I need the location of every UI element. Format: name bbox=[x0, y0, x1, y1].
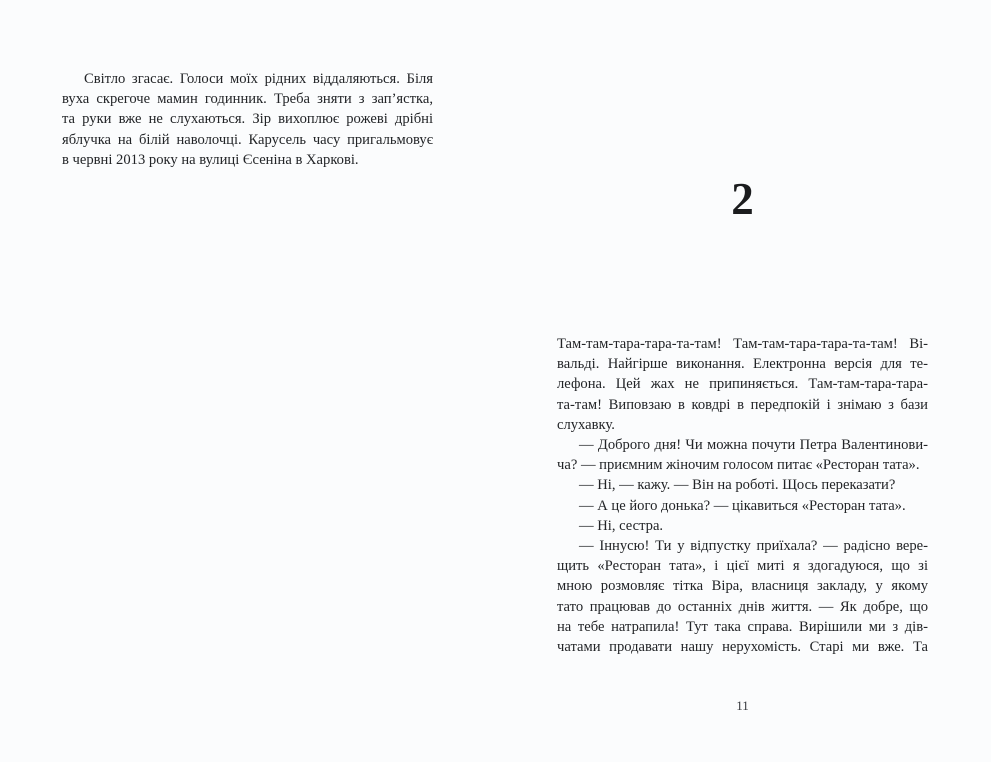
text-line: — Іннусю! Ти у відпустку приїхала? — радісно вере- bbox=[579, 538, 928, 555]
text-line: — А це його донька? — цікавиться «Ресторан тата». bbox=[579, 497, 906, 514]
text-line: та руки вже не слухаються. Зір вихоплює рожеві дрібні bbox=[62, 111, 433, 128]
text-line: Там-там-тара-тара-та-там! Там-там-тара-тара-та-там! Ві- bbox=[557, 336, 928, 352]
text-line: — Ні, сестра. bbox=[579, 517, 664, 534]
right-page-text bbox=[557, 334, 928, 657]
text-line: вуха скрегоче мамин годинник. Треба зняти з зап’ястка, bbox=[62, 91, 433, 108]
left-page bbox=[0, 0, 495, 762]
text-line: Світло згасає. Голоси моїх рідних віддаляються. Біля bbox=[84, 71, 433, 87]
text-line: слухавку. bbox=[557, 416, 615, 433]
text-line: чатами продавати нашу нерухомість. Старі ми вже. Та bbox=[557, 639, 928, 656]
text-line: в червні 2013 року на вулиці Єсеніна в Харкові. bbox=[62, 151, 359, 168]
text-line: лефона. Цей жах не припиняється. Там-там-тара-тара- bbox=[557, 376, 928, 393]
text-line: вальді. Найгірше виконання. Електронна версія для те- bbox=[557, 356, 928, 373]
text-line: щить «Ресторан тата», і цієї миті я здогадуюся, що зі bbox=[557, 558, 928, 575]
text-line: мною розмовляє тітка Віра, власниця закладу, у якому bbox=[557, 578, 928, 595]
text-line: та-там! Виповзаю в ковдрі в передпокій і знімаю з бази bbox=[557, 396, 928, 413]
right-page bbox=[495, 0, 991, 762]
text-line: на тебе натрапила! Тут така справа. Вирішили ми з дів- bbox=[557, 618, 928, 635]
page-number: 11 bbox=[736, 698, 749, 713]
text-line: яблучка на білій наволочці. Карусель часу пригальмовує bbox=[62, 131, 433, 148]
left-page-text bbox=[62, 69, 433, 170]
text-line: — Доброго дня! Чи можна почути Петра Валентинови- bbox=[579, 437, 928, 454]
chapter-number-heading: 2 bbox=[731, 174, 754, 224]
text-line: ча? — приємним жіночим голосом питає «Ресторан тата». bbox=[557, 457, 920, 474]
text-line: — Ні, — кажу. — Він на роботі. Щось переказати? bbox=[579, 477, 896, 494]
text-line: тато працював до останніх днів життя. — Як добре, що bbox=[557, 598, 928, 615]
